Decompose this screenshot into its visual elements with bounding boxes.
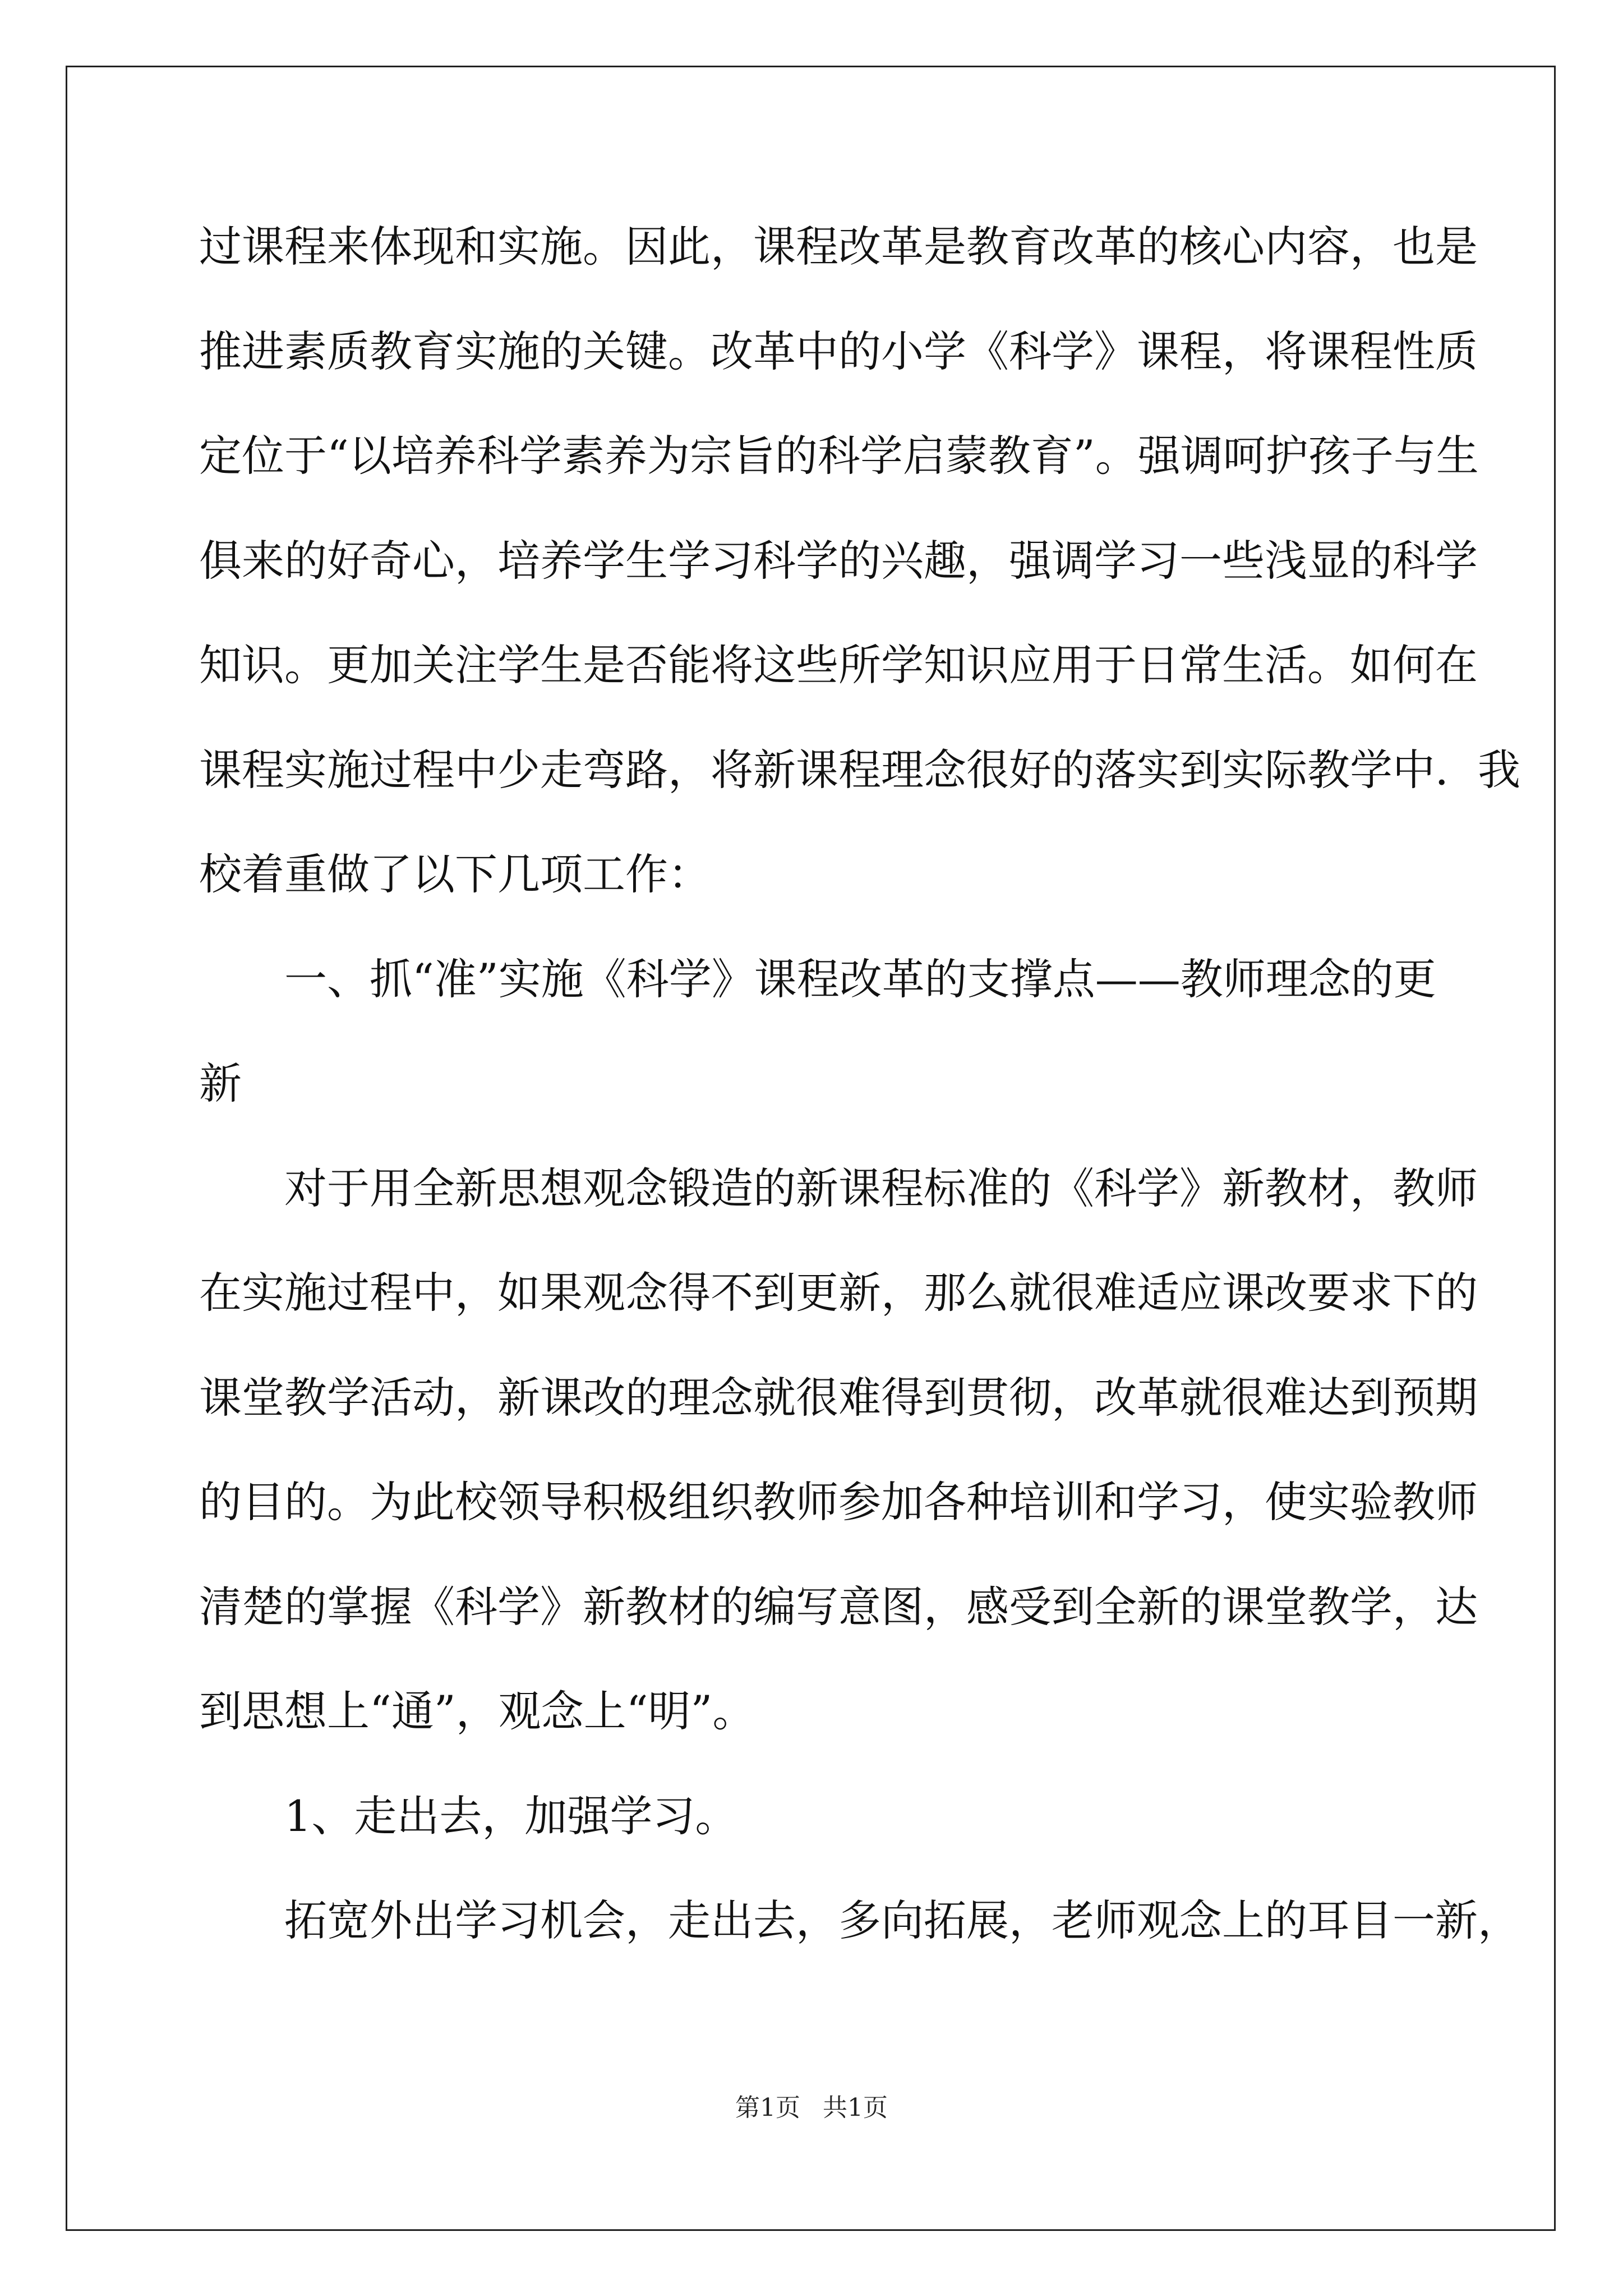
- text-line: 的目的。为此校领导积极组织教师参加各种培训和学习，使实验教师: [199, 1477, 1478, 1527]
- text-line: 校着重做了以下几项工作：: [199, 849, 711, 899]
- text-line: 俱来的好奇心，培养学生学习科学的兴趣，强调学习一些浅显的科学: [199, 536, 1478, 586]
- text-line: 课堂教学活动，新课改的理念就很难得到贯彻，改革就很难达到预期: [199, 1373, 1478, 1423]
- text-line: 清楚的掌握《科学》新教材的编写意图，感受到全新的课堂教学，达: [199, 1582, 1478, 1632]
- page-total: 共1页: [823, 2093, 888, 2122]
- text-line: 拓宽外出学习机会，走出去，多向拓展，老师观念上的耳目一新，: [284, 1895, 1520, 1945]
- page-footer: [0, 2091, 1623, 2125]
- text-line: 在实施过程中，如果观念得不到更新，那么就很难适应课改要求下的: [199, 1268, 1478, 1318]
- section-heading-line: 新: [199, 1059, 242, 1108]
- text-line: 知识。更加关注学生是否能将这些所学知识应用于日常生活。如何在: [199, 640, 1478, 690]
- text-line: 过课程来体现和实施。因此，课程改革是教育改革的核心内容，也是: [199, 222, 1478, 272]
- text-line: 定位于“以培养科学素养为宗旨的科学启蒙教育”。强调呵护孩子与生: [199, 431, 1479, 481]
- section-heading-line: 一、抓“准”实施《科学》课程改革的支撑点——教师理念的更: [284, 954, 1436, 1004]
- text-line: 对于用全新思想观念锻造的新课程标准的《科学》新教材，教师: [284, 1163, 1478, 1213]
- page-number: 第1页: [735, 2093, 800, 2122]
- text-line: 课程实施过程中少走弯路，将新课程理念很好的落实到实际教学中．我: [199, 745, 1520, 795]
- text-line: 推进素质教育实施的关键。改革中的小学《科学》课程，将课程性质: [199, 326, 1478, 376]
- subheading-line: 1、走出去，加强学习。: [284, 1791, 738, 1841]
- text-line: 到思想上“通”，观念上“明”。: [199, 1686, 755, 1736]
